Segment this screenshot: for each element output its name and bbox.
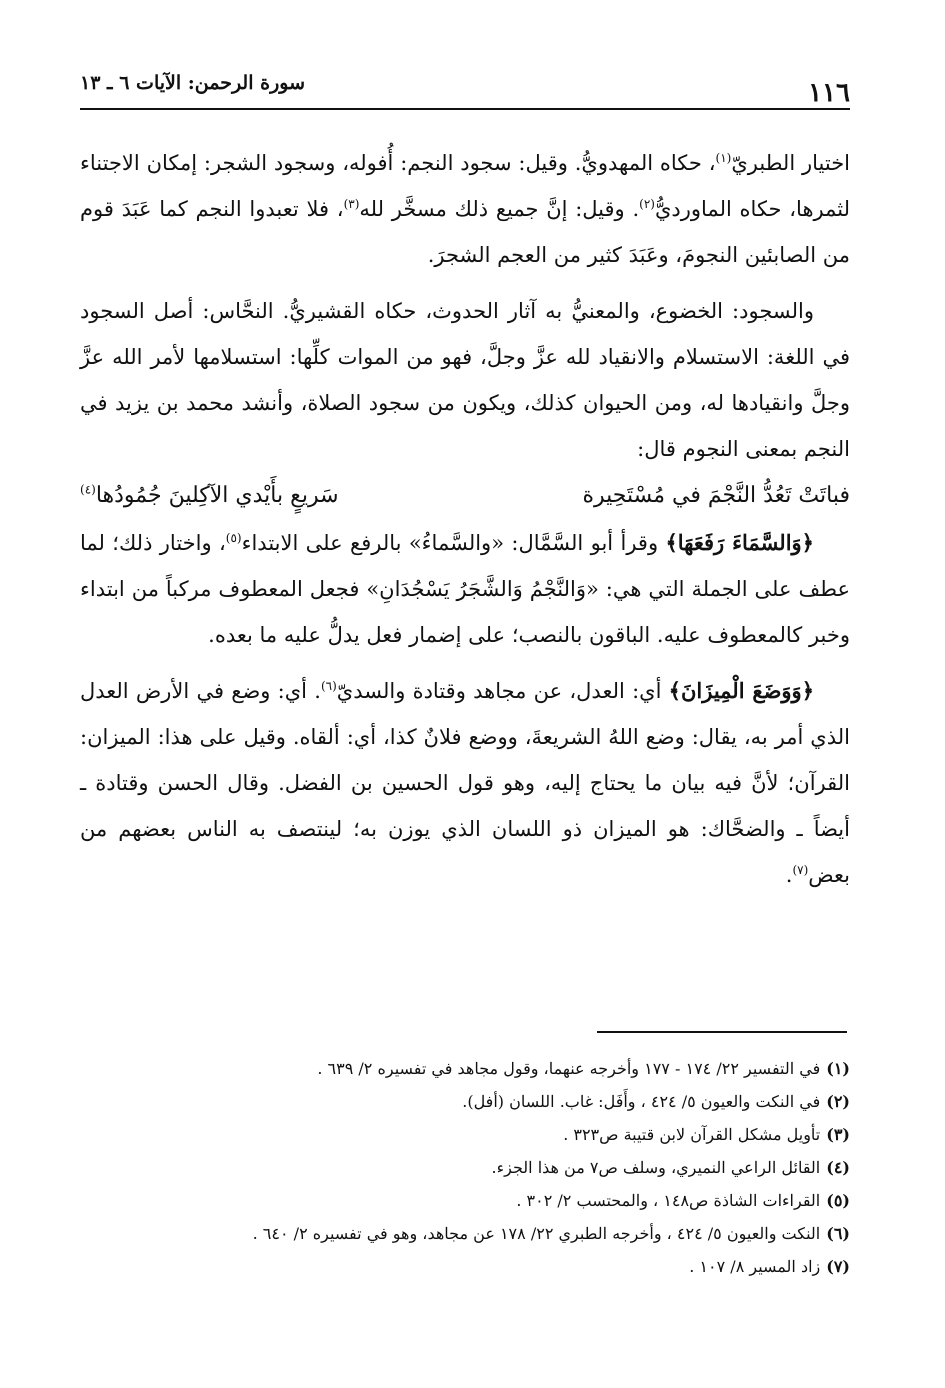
footnote-ref[interactable]: (٣) [343,197,360,211]
page-header [80,70,850,110]
footnote-ref[interactable]: (١) [715,151,732,165]
footnote: (٧)زاد المسير ٨/ ١٠٧ . [689,1257,850,1276]
footnote-ref[interactable]: (٧) [792,863,809,877]
footnote-ref[interactable]: (٤) [80,482,96,497]
verse-first-hemistich: فباتَتْ تَعُدُّ النَّجْمَ في مُسْتَحِيرة [582,483,850,508]
paragraph: ﴿وَوَضَعَ الْمِيزَانَ﴾ أي: العدل، عن مجاهد وقتادة والسديّ$^{(٦)}$. أي: وضع في الأرض العدل الذي أمر به، يقال: وضع اللهُ الشريعةَ، ووضع فلانٌ كذا، أي: ألقاه. وقيل على هذا: الميزان: القرآن؛ لأنَّ فيه بيان ما يحتاج إليه، وهو قول الحسين بن الفضل. وقال الحسن وقتادة ـ أيضاً ـ والضحَّاك: هو الميزان ذو اللسان الذي يوزن به؛ لينتصف به الناس بعضهم من بعض$^{(٧)}$. [80,678,850,887]
footnote: (٣)تأويل مشكل القرآن لابن قتيبة ص٣٢٣ . [563,1125,850,1144]
main-text [80,140,850,898]
footnote: (٦)النكت والعيون ٥/ ٤٢٤ ، وأخرجه الطبري ٢٢/ ١٧٨ عن مجاهد، وهو في تفسيره ٢/ ٦٤٠ . [252,1224,850,1243]
footnote: (١)في التفسير ٢٢/ ١٧٤ - ١٧٧ وأخرجه عنهما، وقول مجاهد في تفسيره ٢/ ٦٣٩ . [317,1059,850,1078]
header-rule [80,108,850,110]
footnote-separator [597,1031,847,1033]
footnote: (٢)في النكت والعيون ٥/ ٤٢٤ ، وأَفَل: غاب. اللسان (أفل). [462,1092,850,1111]
paragraph: والسجود: الخضوع، والمعنيُّ به آثار الحدوث، حكاه القشيريُّ. النحَّاس: أصل السجود في اللغة: الاستسلام والانقياد لله عزَّ وجلَّ، فهو من الموات كلِّها: استسلامها لأمر الله عزَّ وجلَّ وانقيادها له، ومن الحيوان كذلك، ويكون من سجود الصلاة، وأنشد محمد بن يزيد في النجم بمعنى النجوم قال: [80,299,850,461]
quran-verse: ﴿وَالسَّمَاءَ رَفَعَهَا﴾ [665,530,814,555]
quran-verse: ﴿وَوَضَعَ الْمِيزَانَ﴾ [668,678,815,703]
poetry-verse [80,472,850,520]
footnote-ref[interactable]: (٥) [225,531,242,545]
paragraph: اختيار الطبريّ$^{(١)}$، حكاه المهدويُّ. وقيل: سجود النجم: أُفوله، وسجود الشجر: إمكان الاجتناء لثمرها، حكاه الماورديُّ$^{(٢)}$. وقيل: إنَّ جميع ذلك مسخَّر لله$^{(٣)}$، فلا تعبدوا النجم كما عَبَدَ قوم من الصابئين النجومَ، وعَبَدَ كثير من العجم الشجرَ. [80,151,851,267]
footnote: (٥)القراءات الشاذة ص١٤٨ ، والمحتسب ٢/ ٣٠٢ . [516,1191,850,1210]
footnotes [110,1052,850,1283]
footnote-ref[interactable]: (٢) [639,197,655,211]
verse-second-hemistich: سَريعٍ بأَيْدي الآكِلينَ جُمُودُها$^{(٤)}$ [80,482,339,508]
footnote-ref[interactable]: (٦) [320,679,337,693]
paragraph: ﴿وَالسَّمَاءَ رَفَعَهَا﴾ وقرأ أبو السَّمَّال: «والسَّماءُ» بالرفع على الابتداء$^{(٥)}$، واختار ذلك؛ لما عطف على الجملة التي هي: «وَالنَّجْمُ وَالشَّجَرُ يَسْجُدَانِ» فجعل المعطوف مركباً من ابتداء وخبر كالمعطوف عليه. الباقون بالنصب؛ على إضمار فعل يدلُّ عليه ما بعده. [80,530,850,647]
footnote: (٤)القائل الراعي النميري، وسلف ص٧ من هذا الجزء. [491,1158,850,1177]
page-number: ١١٦ [808,78,850,108]
running-title: سورة الرحمن: الآيات ٦ ـ ١٣ [80,72,305,94]
